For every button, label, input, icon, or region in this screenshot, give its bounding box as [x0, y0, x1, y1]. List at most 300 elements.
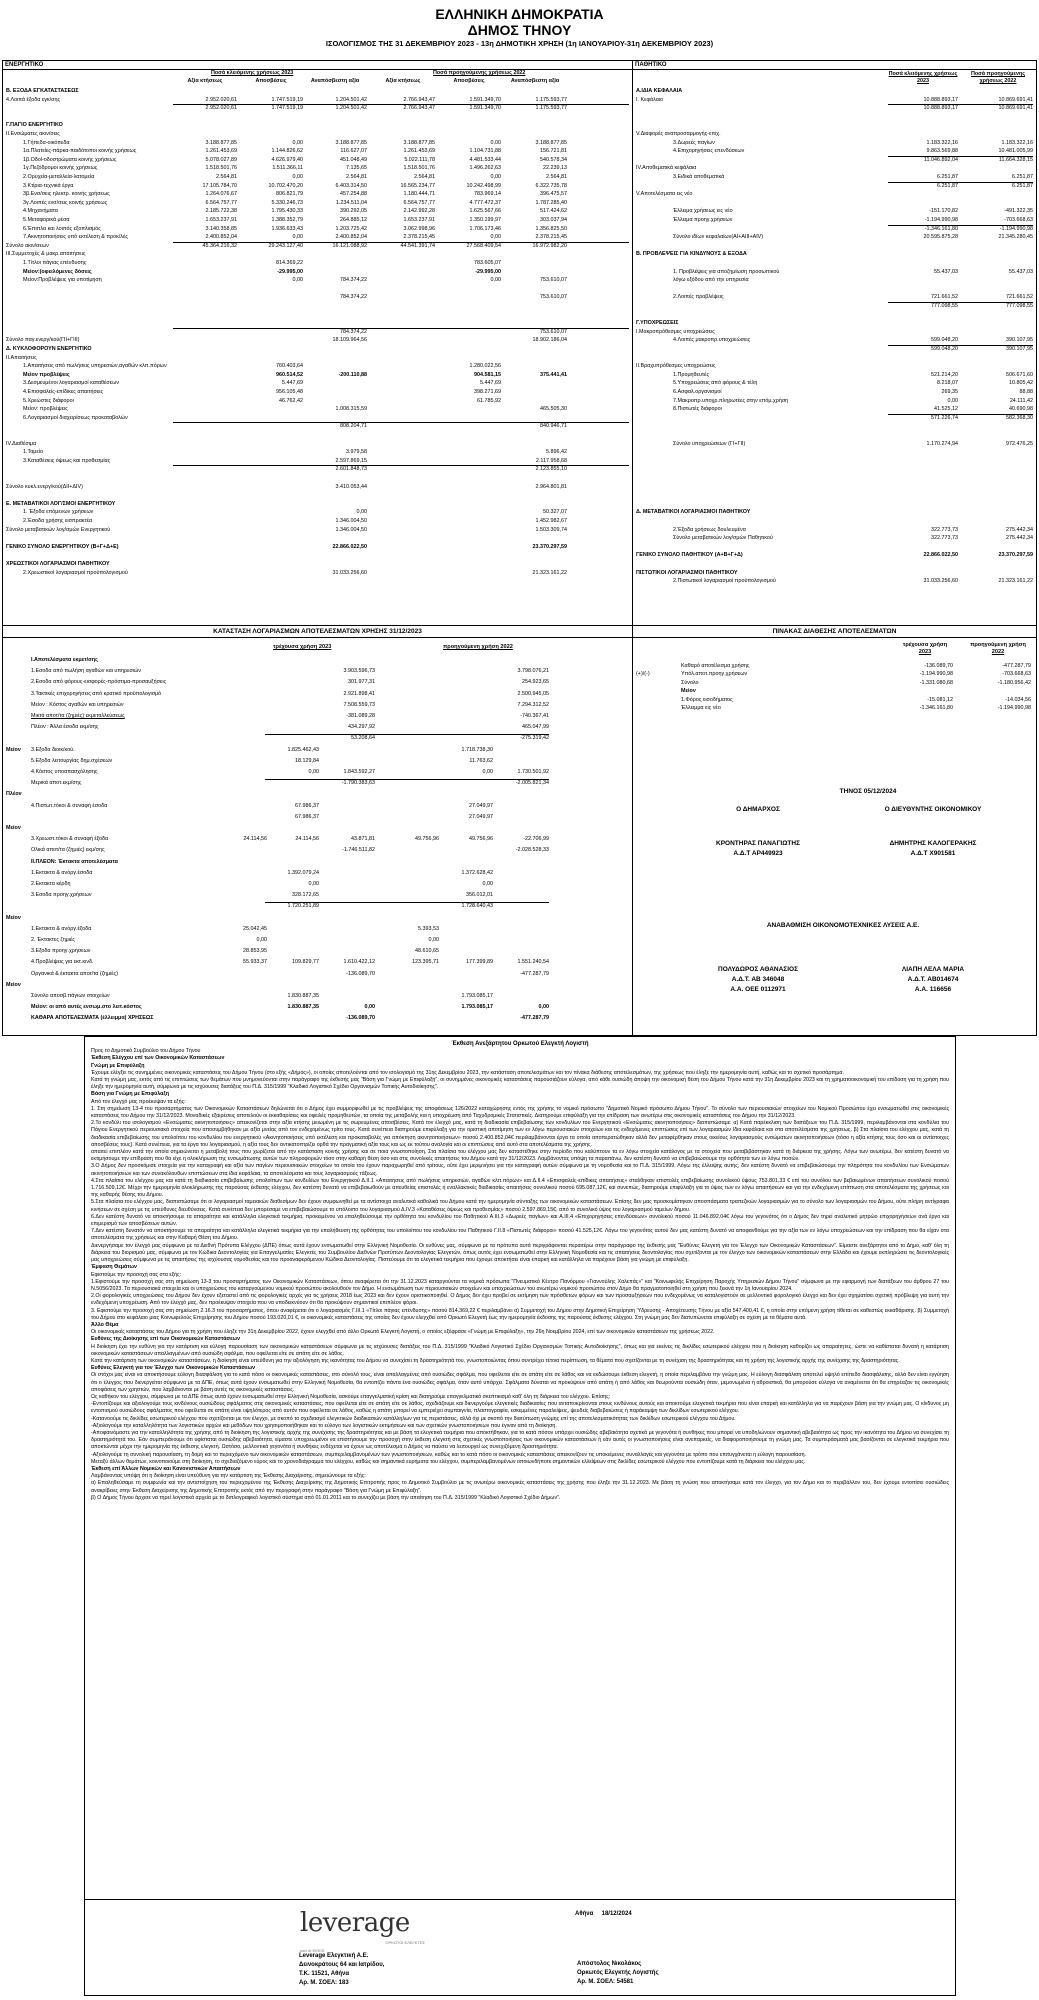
- asset-row-value: 1.350.199,97: [469, 217, 501, 223]
- income-row-label: 1.Εκτακτα & ανόργ.έσοδα: [31, 869, 93, 876]
- income-row: [3, 891, 633, 900]
- income-row: [3, 712, 633, 721]
- asset-row-value: 3.979,58: [346, 449, 367, 456]
- disposal-row: [633, 704, 1036, 713]
- liab-row-value: 41.525,12: [934, 406, 958, 413]
- asset-total-rule: [173, 422, 629, 423]
- asset-row-value: 1.511.366,11: [272, 165, 303, 172]
- disposal-row-label: Μείον: [681, 688, 696, 695]
- audit-paragraph: απαιτεί επιπλέον κατά την οποία σημειώνεται η μεταβολή τους που χωρίζεται από την κατάσταση κοινής χρήσης και σε ποια γνωστοποίηση. Στα πλαίσια του ελέγχου μας δεν καταστέθηκε στην περίοδο που καλύπτουν τα εν λόγω στοιχεία κατάλογος με τα στοιχεία που μεταβιβάστηκαν κατά τη διάρκεια της χρήσης. Λόγω των ανωτέρω, δεν κατέστη δυνατό να εκτιμήσουμε την επίδραση που θα είχε η ολοκλήρωση της ενσωμάτωσης αυτών των πληροφοριών τόσο στην καθαρή θέση όσο και στις συνολικές απαιτήσεις του Δήμου κατά την 31/12/2023. Λαμβάνοντας υπόψη τα παραπάνω, δεν κατέστη δυνατό να επιβεβαιώσουμε την ορθότητα των εν λόγω ποσών.: [91, 1149, 949, 1163]
- asset-row-label: 4.Μηχανήματα: [23, 208, 58, 215]
- place-date: ΤΗΝΟΣ 05/12/2024: [839, 788, 897, 795]
- income-row-label: 3.Εξοδα προηγ.χρήσεων: [31, 948, 91, 955]
- income-row-label: 1.Εκτακτα & ανόργ.έξοδα: [31, 925, 92, 932]
- audit-paragraph: 3.Ο Δήμος δεν προσκόμισε στοιχεία για την καταγραφή και αξία των παγίων περιουσιακών στοιχείων τα οποία του έχουν παραχωρηθεί από τρίτους, ούτε έχει μεριμνήσει για την καταγραφή αυτών σύμφωνα με τη νομοθεσία και το Π.Δ. 315/1999. Λόγω της έλλειψης αυτής, δεν κατέστη δυνατό να επιβεβαιώσουμε την πληρότητα του κονδυλίου των Ενσώματων ακινητοποιήσεων και των συνακόλουθων επιπτώσεων στα ίδια κεφάλαια, τα αποτελέσματα και τους λογαριασμούς τάξεως.: [91, 1163, 949, 1177]
- asset-row-value: 1.795.430,33: [271, 208, 303, 215]
- audit-paragraph: 2.Το κονδύλι του ισολογισμού «Ενσώματες ακινητοποιήσεις» απεικονίζεται στην αξία κτήσης μειωμένη με τις σωρευμένες αποσβέσεις. Κατά τον έλεγχό μας, κατά τη διαδικασία επιβεβαίωσης των κονδυλίων του Ενεργητικού «Ενσώματες ακινητοποιήσεις» διαπιστώσαμε: α) Κατά παρέκκλιση των διατάξεων του Π.Δ. 315/1999, περιλαμβάνονται στα κονδύλια του Πάγιου Ενεργητικού περιουσιακά στοιχεία που αποσυμβήθηκαν με αξία μνείας από τον ενδεχομένως τρίτο τους. Κατά συνέπεια διατηρούμε επιφύλαξη για την οριστική αποτίμηση των εν λόγω περιουσιακών στοιχείων και τις ενδεχόμενες επιπτώσεις επί των λογαριασμών Ιδια κεφάλαια και στα αποτελέσματα της χρήσεως. β) Στα πλαίσια του ελέγχου μας, κατά τη διαδικασία επιβεβαίωσης του υπολοίπου του κονδυλίου του ενεργητικού «Ακινητοποιήσεις υπό εκτέλεση και προκαταβολές για απόκτηση ακινητοποιήσεων» ποσού 2.400.852,04€ περιλαμβάνονται έργα τα οποία αποπερατώθηκαν αλλά δεν μεταφέρθηκαν στους οικείους λογαριασμούς ενσώματων ακινητοποιήσεων (τόσο η αξία κτήσης τους όσο και οι αντίστοιχες αποσβέσεις τους). Κατά συνέπεια, για τα έργα του λογαριασμού, η αξία τους δεν αντικατοπτρίζει ορθά την πραγματική αξία τους και ως εκ τούτου αναλογία και οι επιπτώσεις από αυτό στα αποτελέσματα της χρήσης.: [91, 1120, 949, 1148]
- asset-row-value: 904.581,15: [474, 371, 501, 378]
- liab-row-value: 582.368,30: [1006, 414, 1033, 421]
- liab-row-value: 88,88: [1019, 389, 1033, 395]
- audit-paragraph: Έκθεση Ελέγχου επί των Οικονομικών Καταστάσεων: [91, 1055, 225, 1062]
- liab-row-value: 6.251,87: [937, 174, 958, 180]
- income-row-value: 27.049,97: [469, 802, 493, 809]
- header-balance-title: ΙΣΟΛΟΓΙΣΜΟΣ ΤΗΣ 31 ΔΕΚΕΜΒΡΙΟΥ 2023 - 13η ΔΗΜΟΤΙΚΗ ΧΡΗΣΗ (1η ΙΑΝΟΥΑΡΙΟΥ-31η ΔΕΚΕΜΒΡΙΟΥ 2023): [325, 39, 714, 48]
- asset-row-value: 1.518.501,76: [205, 165, 237, 172]
- income-row: [3, 936, 633, 945]
- income-row-label: Σύνολο αποσβ.πάγιων στοιχείων: [31, 993, 110, 999]
- firm-address-line: Τ.Κ. 11521, Αθήνα: [299, 1971, 350, 1977]
- asset-row-value: 960.514,52: [276, 371, 303, 378]
- liab-row-value: -151.170,82: [929, 208, 958, 215]
- disposal-col-2023: [895, 642, 955, 656]
- asset-row-value: 50.327,07: [543, 509, 567, 516]
- asset-row-value: 2.378.215,45: [535, 234, 567, 241]
- income-row-label: 3.Εσοδα προηγ.χρήσεων: [31, 892, 92, 899]
- asset-row-value: 3.410.053,44: [335, 483, 367, 490]
- assets-col-group-2022: Ποσά προηγούμενης χρήσεως 2022: [433, 70, 526, 76]
- assets-col-header: Αναπόσβεστη αξία: [310, 78, 360, 84]
- asset-row-value: 1.388.352,79: [271, 217, 303, 223]
- liab-row-value: 10.888.893,17: [923, 96, 958, 103]
- audit-paragraph: Λαμβάνοντας υπόψη ότι η διοίκηση είναι υπεύθυνη για την κατάρτιση της Έκθεσης Διαχείρισης, σημειώνουμε τα εξής:: [91, 1473, 366, 1480]
- liab-row-label: Γ.ΥΠΟΧΡΕΩΣΕΙΣ: [636, 320, 679, 327]
- asset-row-value: 1.787.285,40: [535, 199, 567, 206]
- asset-row-value: 1.203.725,42: [335, 225, 367, 232]
- liab-row-value: 20.595.875,28: [923, 234, 958, 241]
- asset-row-value: 2.400.852,04: [205, 234, 237, 241]
- income-row-label: Ι.Αποτελέσματα εκμετ/σης: [31, 657, 98, 663]
- assets-col-header: Αποσβέσεις: [255, 78, 287, 84]
- liab-total-rule: [888, 345, 1033, 346]
- audit-paragraph: Μεταξύ άλλων θεμάτων, κοινοποιούμε στη διοίκηση, το σχεδιαζόμενο εύρος και το χρονοδιάγραμμα του ελέγχου, καθώς και σημαντικά ευρήματα του ελέγχου, συμπεριλαμβανομένων οποιωνδήποτε σημαντικών ελλείψεων στις δικλίδες εσωτερικού ελέγχου που εντοπίζουμε κατά τη διάρκεια του ελέγχου μας.: [91, 1458, 806, 1465]
- liab-row-label: Α.ΙΔΙΑ ΚΕΦΑΛΑΙΑ: [636, 88, 683, 94]
- income-row: [3, 734, 633, 743]
- income-row-value: 1.830.887,35: [287, 1004, 319, 1011]
- asset-row-value: 21.323.161,22: [532, 569, 567, 576]
- income-row: [3, 701, 633, 710]
- disposal-table: [633, 626, 1036, 1035]
- asset-row-value: 1.653.237,91: [403, 217, 435, 223]
- asset-row-label: 4.Λοιπά έξοδα εγκ/σης: [6, 96, 61, 103]
- assets-col-group-2023: Ποσά κλειόμενης χρήσεως 2023: [211, 70, 294, 76]
- asset-row-value: 2.597.869,15: [335, 457, 367, 464]
- asset-row-label: 1β.Οδοί-οδοστρώματα κοινής χρήσεως: [23, 156, 117, 163]
- income-row-label: 1.Εσοδα από πωλήση αγαθών και υπηρεσιών: [31, 668, 141, 675]
- city-date: [575, 1910, 632, 1919]
- audit-paragraph: Έμφαση Θεμάτων: [91, 1264, 137, 1271]
- asset-row-value: 5.330.246,73: [271, 199, 303, 206]
- assets-col-header: Αξία κτήσεως: [187, 78, 223, 84]
- liab-row-value: 55.437,03: [1009, 268, 1033, 275]
- income-row: [3, 678, 633, 687]
- liab-row-label: Β. ΠΡΟΒΛΕΨΕΙΣ ΓΙΑ ΚΙΝΔΥΝΟΥΣ & ΕΞΟΔΑ: [636, 251, 747, 258]
- liab-row-label: 3.Δωρεές παγίων: [673, 139, 715, 146]
- asset-row-value: 1.496.262,63: [469, 165, 501, 172]
- auditor-line: Ορκωτός Ελεγκτής Λογιστής: [577, 1970, 659, 1976]
- asset-row-value: 16.565.234,77: [400, 182, 435, 189]
- logo-parent: part of EKKIS: [300, 1948, 325, 1953]
- accountant-2-name: ΛΙΑΠΗ ΛΕΛΑ ΜΑΡΙΑ: [901, 966, 965, 973]
- audit-paragraph: -Αποφαινόμαστε για την καταλληλότητα της χρήσης από τη διοίκηση της λογιστικής αρχής της συνέχισης της δραστηριότητας και με βάση τα ελεγκτικά τεκμήρια που αποκτήθηκαν, για το κατά πόσον υπάρχει ουσιώδης αβεβαιότητα σχετικά με γεγονότα ή συνθήκες που μπορεί να υποδηλώνουν σημαντική αβεβαιότητα ως προς την ικανότητα του Δήμου να συνεχίσει τη δραστηριότητά του. Εάν συμπεράνουμε ότι υφίσταται ουσιώδης αβεβαιότητα, είμαστε υποχρεωμένοι να επιστήσουμε την προσοχή στην έκθεση ελεγκτή στις σχετικές γνωστοποιήσεις των οικονομικών καταστάσεων ή εάν αυτές οι γνωστοποιήσεις είναι ανεπαρκείς, να διαφοροποιήσουμε τη γνώμη μας. Τα συμπεράσματά μας βασίζονται σε ελεγκτικά τεκμήρια που αποκτώνται μέχρι την ημερομηνία της έκθεσης ελεγκτή. Ωστόσο, μελλοντικά γεγονότα ή συνθήκες ενδέχεται να έχουν ως αποτέλεσμα ο Δήμος να παύσει να λειτουργεί ως συνεχιζόμενη δραστηριότητα.: [91, 1429, 949, 1451]
- liab-row-value: 10.888.893,17: [923, 105, 958, 112]
- liab-row-value: 11.046.892,04: [923, 156, 958, 163]
- liab-row-label: Δ. ΜΕΤΑΒΑΤΙΚΟΙ ΛΟΓΑΡΙΑΣΜΟΙ ΠΑΘΗΤΙΚΟΥ: [636, 509, 751, 516]
- disposal-row-label: 1.Φόρος εισοδήματος: [681, 696, 733, 703]
- liab-row-value: 31.033.256,60: [923, 578, 958, 585]
- firm-address-line: Δεινοκράτους 64 και Ιατρίδου,: [299, 1962, 385, 1968]
- leverage-logo: leverage: [300, 1908, 410, 1938]
- asset-row-label: 7.Ακινητοποιήσεις υπό εκτέλεση & προκ/λές: [23, 234, 128, 241]
- asset-row-value: 540.578,34: [540, 156, 567, 163]
- liab-total-rule: [888, 414, 1033, 415]
- asset-row-value: 783.969,14: [474, 191, 501, 198]
- disposal-col-2022-b: 2022: [991, 649, 1005, 655]
- income-row-prefix: Μείον: [6, 825, 21, 831]
- asset-row-value: 2.564,81: [346, 174, 367, 180]
- income-row-value: 49.756,96: [469, 836, 493, 843]
- mayor-id: Α.Δ.Τ ΑΡ449923: [733, 850, 783, 857]
- asset-row-value: 1.346.004,50: [335, 526, 367, 533]
- disposal-row-value: -703.668,63: [1002, 671, 1031, 678]
- audit-paragraph: 5.Στα πλαίσια του ελέγχου μας, διαπιστώσαμε ότι οι λογαριασμοί ταμειακών διαθεσίμων δεν έχουν συμφωνηθεί με τα αντίστοιχα αναλυτικά καθολικά του Δήμου κατά την ημερομηνία σύνταξης των οικονομικών καταστάσεων. Επίσης δεν μας προσκομίστηκαν αποσπάσματα τραπεζικών λογαριασμών για το σύνολο των λογαριασμών του Δήμου, ούτε πλήρη αντίγραφα κινήσεων σε σχέση με τις υπεύθυνες διευθύνσεις. Κατά συνέπεια δεν μπορέσαμε να επιβεβαιώσουμε το υπόλοιπο του λογαριασμού Δ.IV.3 «Καταθέσεις όψεως και προθεσμίας» ποσού 2.597.869,15€, από το συνολικό ύψος του λογαριασμού ταμείων δήμου.: [91, 1199, 949, 1213]
- income-row-value: 2.921.898,41: [343, 690, 375, 697]
- liab-total-rule: [888, 302, 1033, 303]
- income-row: [3, 779, 633, 788]
- liab-row-value: 10.869.691,41: [998, 96, 1033, 103]
- liab-row-value: 21.323.161,22: [998, 578, 1033, 585]
- income-row-value: 1.830.887,35: [287, 993, 319, 999]
- asset-row-value: 1.264.076,67: [205, 191, 237, 198]
- income-row-value: 1.730.501,92: [517, 769, 549, 775]
- asset-row-value: 1.175.593,77: [535, 96, 567, 103]
- results-section: [2, 626, 1037, 1036]
- liabilities-heading: ΠΑΘΗΤΙΚΟ: [633, 61, 1036, 70]
- income-row-value: -136.089,70: [346, 970, 375, 977]
- asset-row-value: 44.541.391,74: [400, 242, 435, 249]
- asset-row-value: 814.369,22: [276, 260, 303, 266]
- asset-row-value: 784.374,22: [340, 294, 367, 301]
- liab-row-label: 2.Πιστωτικοί λογαριασμοί προϋπολογισμού: [673, 578, 776, 585]
- asset-row-value: 23.370.297,59: [532, 543, 567, 550]
- income-row-value: 1.728.640,43: [461, 903, 493, 910]
- liab-row-value: 40.690,98: [1009, 406, 1033, 413]
- income-row-label: Μείον : Κόστος αγαθών και υπηρεσιών: [31, 701, 124, 708]
- liab-row-label: IV.Αποθεματικά κεφάλαια: [636, 165, 697, 172]
- header-municipality: ΔΗΜΟΣ ΤΗΝΟΥ: [467, 22, 572, 38]
- assets-col-header: Αναπόσβεστη αξία: [510, 78, 560, 84]
- liab-row-value: 1.183.322,16: [1001, 139, 1033, 146]
- liab-row-value: 8.218,07: [937, 380, 958, 387]
- asset-row-label: 1.Γήπεδα-οικόπεδα: [23, 139, 70, 146]
- liab-row-value: 269,35: [941, 389, 958, 395]
- asset-row-value: 2.185.722,38: [205, 208, 237, 215]
- asset-row-value: 375.441,41: [540, 371, 567, 378]
- audit-paragraph: Ευθύνες της Διοίκησης επί των Οικονομικών Καταστάσεων: [91, 1336, 241, 1343]
- asset-row-value: 1.591.349,70: [469, 96, 501, 103]
- asset-row-label: 1. Έξοδα επόμενων χρήσεων: [23, 509, 94, 516]
- audit-paragraph: Άλλο Θέμα: [91, 1321, 119, 1328]
- asset-total-rule: [173, 328, 629, 329]
- disposal-row-value: -1.331.080,68: [919, 679, 953, 686]
- income-row-value: 356.012,01: [466, 892, 493, 899]
- income-row: [3, 958, 633, 967]
- income-row-value: 0,00: [482, 881, 493, 887]
- income-row-value: 1.825.462,43: [287, 746, 319, 753]
- asset-row-value: 784.374,22: [340, 277, 367, 284]
- disposal-row-value: -1.194.990,98: [997, 705, 1031, 711]
- mayor-name: ΚΡΟΝΤΗΡΑΣ ΠΑΝΑΓΙΩΤΗΣ: [716, 840, 800, 847]
- asset-row-value: 0,00: [490, 174, 501, 180]
- liab-row-value: 972.476,25: [1006, 440, 1033, 447]
- liab-row-label: 7.Μακροπρ.υποχρ.πληρωτέες στην επόμ.χρήση: [673, 397, 789, 404]
- income-row: [3, 656, 633, 665]
- asset-row-value: 1.653.237,91: [205, 217, 237, 223]
- asset-row-label: 1.Ταμείο: [23, 449, 44, 456]
- disposal-title: ΠΙΝΑΚΑΣ ΔΙΑΘΕΣΗΣ ΑΠΟΤΕΛΕΣΜΑΤΩΝ: [633, 626, 1036, 638]
- asset-row-value: 1.180.444,71: [403, 191, 435, 198]
- liab-row-label: Ι.Μακροπρόθεσμες υποχρεώσεις: [636, 328, 715, 335]
- asset-row-value: 1.104.731,88: [469, 148, 501, 155]
- asset-row-value: 2.964.801,81: [535, 483, 567, 490]
- income-row: [3, 947, 633, 956]
- liab-col-header: Ποσά προηγούμενης χρήσεως 2022: [970, 71, 1026, 84]
- asset-row-label: Μείον:Προβλέψεις για υποτίμηση: [23, 277, 102, 284]
- asset-row-value: 2.564,81: [546, 174, 567, 180]
- liab-row-label: V.Αποτελέσματα εις νέο: [636, 191, 693, 198]
- asset-row-value: 16.121.088,92: [332, 242, 367, 249]
- asset-row-label: Μείον:(οφειλόμενες δόσεις: [23, 268, 92, 275]
- income-row-label: 3.Χρεωστ.τόκοι & συναφή έξοδα: [31, 836, 109, 843]
- asset-row-label: 6.Λογαριασμοί διαχειρίσεως προκαταβολών: [23, 414, 128, 421]
- audit-paragraph: Έκθεση επί Άλλων Νομικών και Κανονιστικών Απαιτήσεων: [91, 1465, 241, 1472]
- asset-row-label: 3.Δεσμευμένοι λογαριασμοί καταθέσεων: [23, 380, 120, 387]
- audit-paragraph: 1.Εφιστούμε την προσοχή σας στη σημείωση 13-3 του προσαρτήματος των Οικονομικών Καταστάσεων, όπου αναφέρεται ότι την 31.12.2023 καταργούνται τα νομικά πρόσωπα "Πνευματικό Κέντρο Πανόρμου «Γιαννούλης Χαλεπάς»" και "Κοινωφελής Επιχείρηση Παροχής Υπηρεσιών Δήμου Τήνου" σύμφωνα με την εφαρμογή των διατάξεων του άρθρου 27 του Ν.5056/2023. Τα περιουσιακά στοιχεία και οι υποχρεώσεις του καταργούμενου νομικού προσώπου ακολουθούν τον Δήμο. Η ενσωμάτωση των περιουσιακών στοιχείων και υποχρεώσεων του ανωτέρω νομικού προσώπου στον Δήμο θα πραγματοποιηθεί στη χρήση που ξεκινά την 1η Ιανουαρίου 2024.: [91, 1278, 949, 1292]
- asset-row-value: 3.188.877,85: [205, 139, 237, 146]
- income-row-label: Μείον: οι από αυτές ενσωμ.στο λειτ.κόστος: [31, 1004, 142, 1011]
- firm-address-line: Leverage Ελεγκτική Α.Ε.: [299, 1953, 369, 1959]
- accounting-firm: ΑΝΑΒΑΘΜΙΣΗ ΟΙΚΟΝΟΜΟΤΕΧΝΙΚΕΣ ΛΥΣΕΙΣ Α.Ε.: [766, 922, 920, 929]
- liab-row-value: 10.805,42: [1009, 380, 1033, 387]
- asset-row-value: 4.481.533,44: [469, 156, 501, 163]
- income-row-value: 0,00: [256, 937, 267, 943]
- income-row-label: 4.Προβλέψεις για εκτ.κινδ.: [31, 959, 94, 966]
- liab-row-value: 275.442,34: [1006, 535, 1033, 542]
- income-row-value: 465.047,99: [522, 724, 549, 731]
- asset-total-rule: [173, 465, 629, 466]
- asset-row-value: 18.109.964,56: [332, 337, 367, 344]
- income-row-value: 53.208,64: [351, 735, 375, 742]
- audit-paragraph: Εφιστούμε την προσοχή σας στα εξής:: [91, 1271, 182, 1278]
- accountant-1-license: Α.Α. ΟΕΕ 0112971: [730, 986, 786, 993]
- disposal-row-label: Έλλειμμα εις νέο: [681, 705, 721, 711]
- income-row-value: 67.986,37: [295, 802, 319, 809]
- asset-row-label: 5.Μεταφορικά μέσα: [23, 217, 70, 223]
- liab-row-value: 721.661,52: [931, 294, 958, 301]
- asset-row-value: -29.995,00: [475, 268, 501, 275]
- asset-total-rule: [173, 104, 629, 105]
- asset-row-value: 1.346.004,50: [335, 518, 367, 524]
- accountant-2-license: Α.Α. 116656: [914, 986, 952, 993]
- asset-row-value: 2.564,81: [216, 174, 237, 180]
- asset-row-value: 1.280.022,56: [469, 363, 501, 370]
- income-row-label: ΙΙ.ΠΛΕΟΝ: Έκτακτα αποτελέσματα: [31, 858, 118, 865]
- asset-row-value: 3.140.358,85: [205, 225, 237, 232]
- liab-row-value: -703.668,63: [1004, 217, 1033, 223]
- asset-row-value: 1.234.511,04: [335, 199, 367, 206]
- asset-row-label: ΧΡΕΩΣΤΙΚΟΙ ΛΟΓΑΡΙΑΣΜΟΙ ΠΑΘΗΤΙΚΟΥ: [6, 561, 110, 567]
- asset-row-value: 784.374,22: [340, 328, 367, 335]
- income-row-value: 67.986,37: [295, 813, 319, 820]
- income-row-value: 2.500.945,05: [517, 690, 549, 697]
- liab-row-label: Έλλειμα προηγ.χρήσεων: [673, 217, 733, 223]
- asset-row-value: 753.610,07: [540, 294, 567, 301]
- asset-row-value: 1.503.309,74: [535, 526, 567, 533]
- asset-row-value: 1.261.453,69: [403, 148, 435, 155]
- income-total-rule: [265, 779, 549, 780]
- liab-row-label: Σύνολο υποχρεώσεων (ΓΙ+ΓΙΙ): [673, 440, 746, 447]
- income-row: [3, 902, 633, 911]
- disposal-row-value: -14.034,56: [1005, 696, 1031, 703]
- income-row-value: 7.508.559,73: [343, 701, 375, 708]
- asset-row-value: -29.995,00: [277, 268, 303, 275]
- audit-paragraph: Διενεργήσαμε τον έλεγχό μας σύμφωνα με τα Διεθνή Πρότυπα Ελέγχου (ΔΠΕ) όπως αυτά έχουν ενσωματωθεί στην Ελληνική Νομοθεσία. Οι ευθύνες μας, σύμφωνα με τα πρότυπα αυτά περιγράφονται περαιτέρω στην παράγραφο της έκθεσής μας "Ευθύνες Ελεγκτή για τον Έλεγχο των Οικονομικών Καταστάσεων". Είμαστε ανεξάρτητοι από το Δήμο, καθ' όλη τη διάρκεια του διορισμού μας, σύμφωνα με τον Κώδικα Δεοντολογίας για Επαγγελματίες Ελεγκτές του Συμβουλίου Διεθνών Προτύπων Δεοντολογίας Ελεγκτών, όπως αυτός έχει ενσωματωθεί στην Ελληνική Νομοθεσία και τις απαιτήσεις δεοντολογίας που σχετίζονται με τον έλεγχο των οικονομικών καταστάσεων στην Ελλάδα και έχουμε εκπληρώσει τις δεοντολογικές μας υποχρεώσεις σύμφωνα με τις απαιτήσεις της ισχύουσας νομοθεσίας και του προαναφερόμενου Κώδικα Δεοντολογίας. Πιστεύουμε ότι τα ελεγκτικά τεκμήρια που έχουμε αποκτήσει είναι επαρκή και κατάλληλα να παρέχουν βάση για γνώμη με επιφύλαξη.: [91, 1242, 949, 1264]
- income-col-2023: τρέχουσα χρήση 2023: [273, 644, 332, 650]
- asset-row-value: 808.204,71: [340, 423, 367, 430]
- income-row-value: 24.114,56: [243, 836, 267, 843]
- income-row-value: -477.287,79: [520, 970, 549, 977]
- mayor-title: Ο ΔΗΜΑΡΧΟΣ: [736, 806, 780, 813]
- income-row: [3, 723, 633, 732]
- audit-paragraph: Η διοίκηση έχει την ευθύνη για την κατάρτιση και εύλογη παρουσίαση των οικονομικών καταστάσεων σύμφωνα με τις ισχύουσες διατάξεις του Π.Δ. 315/1999 "Κλαδικό Λογιστικό Σχέδιο Οργανισμών Τοπικής Αυτοδιοίκησης", όπως και για εκείνες τις δικλίδες εσωτερικού ελέγχου που η διοίκηση καθορίζει ως απαραίτητες, ώστε να καθίσταται δυνατή η κατάρτιση οικονομικών καταστάσεων απαλλαγμένων από ουσιώδη σφάλμα, που οφείλεται είτε σε απάτη είτε σε λάθος.: [91, 1343, 949, 1357]
- liab-row-label: λόγω εξόδου από την υπηρεσία: [673, 277, 749, 284]
- income-row-value: 11.763,62: [469, 757, 493, 764]
- asset-row-value: 2.564,81: [414, 174, 435, 180]
- income-row: [3, 746, 633, 755]
- asset-row-value: 1.706.173,46: [469, 225, 501, 232]
- liab-row-value: 1.183.322,16: [926, 139, 958, 146]
- asset-row-value: 31.033.256,60: [332, 569, 367, 576]
- income-row-value: 43.871,81: [351, 836, 375, 843]
- asset-row-value: 5.447,69: [282, 380, 303, 387]
- header-republic: ΕΛΛΗΝΙΚΗ ΔΗΜΟΚΡΑΤΙΑ: [435, 6, 604, 22]
- income-row-label: ΚΑΘΑΡΑ ΑΠΟΤΕΛΕΣΜΑΤΑ (έλλειμμα) ΧΡΗΣΕΩΣ: [31, 1015, 154, 1022]
- assets-col-header: Αξία κτήσεως: [385, 78, 421, 84]
- liab-row-value: 6.251,87: [1012, 182, 1033, 189]
- income-row: [3, 992, 633, 1001]
- liab-row: [633, 577, 1036, 586]
- disposal-row-label: Καθαρό αποτέλεσμα χρήσης: [681, 663, 750, 669]
- income-row: [3, 914, 633, 923]
- liab-row-value: 390.107,95: [1006, 337, 1033, 344]
- disposal-row-value: -15.081,12: [927, 696, 953, 703]
- income-row: [3, 869, 633, 878]
- asset-row-value: 5.022.111,78: [404, 156, 435, 163]
- disposal-row-label: Υπόλ.αποτ.προηγ.χρήσεων: [681, 671, 748, 678]
- income-row-value: 7.294.312,52: [517, 701, 549, 708]
- asset-row-value: 1.261.453,69: [205, 148, 237, 155]
- asset-row-value: 3.188.877,85: [403, 139, 435, 146]
- income-row-value: 1.793.085,17: [461, 1004, 493, 1011]
- liab-row-value: 322.773,73: [931, 526, 958, 533]
- asset-row-value: -200.110,88: [338, 371, 367, 378]
- asset-row-value: 1.144.826,62: [271, 148, 303, 155]
- liab-row-label: Σύνολο μεταβατικών λογ/σμών Παθητικού: [673, 535, 773, 542]
- income-row-label: 4.Κόστος υποαπασχόλησης: [31, 769, 98, 775]
- asset-row-value: 1.936.633,43: [271, 225, 303, 232]
- income-row-value: 28.853,95: [243, 948, 267, 955]
- accountant-1-name: ΠΟΛΥΔΩΡΟΣ ΑΘΑΝΑΣΙΟΣ: [718, 966, 798, 973]
- liab-row-label: ΓΕΝΙΚΟ ΣΥΝΟΛΟ ΠΑΘΗΤΙΚΟΥ (Α+Β+Γ+Δ): [636, 552, 743, 559]
- assets-col-header: Αποσβέσεις: [453, 78, 485, 84]
- asset-row-value: 27.568.409,54: [466, 242, 501, 249]
- assets-section: [3, 61, 633, 625]
- audit-paragraph: -Αξιολογούμε τη συνολική παρουσίαση, τη δομή και το περιεχόμενο των οικονομικών καταστάσεων, συμπεριλαμβανομένων των γνωστοποιήσεων, καθώς και το κατά πόσο οι οικονομικές καταστάσεις απεικονίζουν τις υποκείμενες συναλλαγές και γεγονότα με τρόπο που επιτυγχάνεται η εύλογη παρουσίαση.: [91, 1451, 807, 1458]
- disposal-row-value: -136.089,70: [924, 663, 953, 669]
- disposal-row-value: -1.180.956,42: [997, 679, 1031, 686]
- asset-row-value: 840.946,71: [540, 423, 567, 430]
- liab-row-value: 1.170.274,94: [926, 440, 958, 447]
- balance-sheet: [2, 60, 1037, 626]
- audit-paragraph: Οι στόχοι μας είναι να αποκτήσουμε εύλογη διασφάλιση για το κατά πόσο οι οικονομικές καταστάσεις, στο σύνολό τους, είναι απαλλαγμένες από ουσιώδες σφάλμα, που οφείλεται είτε σε απάτη είτε σε λάθος και να εκδώσουμε έκθεση ελεγκτή, η οποία περιλαμβάνει την γνώμη μας. Η εύλογη διασφάλιση αποτελεί υψηλό επίπεδο διασφάλισης, αλλά δεν είναι εγγύηση ότι ο έλεγχος που διενεργείται σύμφωνα με τα ΔΠΕ, όπως αυτά έχουν ενσωματωθεί στην Ελληνική Νομοθεσία, θα εντοπίζει πάντα ένα ουσιώδες σφάλμα, όταν αυτό υπάρχει. Σφάλματα δύναται να προκύψουν από απάτη ή από λάθος και θεωρούνται ουσιώδη όταν, μεμονωμένα ή αθροιστικά, θα μπορούσε εύλογα να αναμένεται ότι θα επηρέαζαν τις οικονομικές αποφάσεις των χρηστών, που λαμβάνονται με βάση αυτές τις οικονομικές καταστάσεις.: [91, 1372, 949, 1393]
- asset-row-value: 4.777.472,37: [469, 199, 501, 206]
- income-row-prefix: Μείον: [6, 914, 21, 921]
- liab-row-value: 0,00: [947, 397, 958, 404]
- audit-paragraph: 2.Οι φορολογικές υποχρεώσεις του Δήμου δεν έχουν εξεταστεί από τις φορολογικές αρχές για τις χρήσεις 2018 έως 2023 και δεν έχουν οριστικοποιηθεί. Ο Δήμος δεν έχει προβεί σε εκτίμηση των πρόσθετων φόρων και των προσαυξήσεων που ενδεχομένως να καταλογιστούν σε μελλοντικό φορολογικό έλεγχο και δεν έχει σχηματίσει σχετική πρόβλεψη για αυτή την ενδεχόμενη υποχρέωση. Από τον έλεγχό μας, δεν προέκυψαν στοιχεία που να υποδεικνύουν ότι θα προκύψουν σημαντικοί επιπλέον φόροι.: [91, 1293, 949, 1307]
- audit-paragraph: Γνώμη με Επιφύλαξη: [91, 1062, 145, 1069]
- asset-row-value: 1.747.519,19: [271, 105, 303, 112]
- audit-firm-address: [299, 1952, 384, 1988]
- liab-row-label: 1.Προμηθευτές: [673, 371, 710, 378]
- audit-paragraph: Από τον έλεγχό μας προέκυψαν τα εξής:: [91, 1098, 186, 1105]
- asset-row-value: 0,00: [292, 277, 303, 284]
- asset-row-value: 264.885,12: [340, 217, 367, 223]
- income-row-value: 18.129,84: [295, 757, 319, 764]
- audit-paragraph: 6.Δεν κατέστη δυνατό να αποκτήσουμε τα απαραίτητα και κατάλληλα ελεγκτικά τεκμήρια, προκειμένου να επαληθεύσουμε την ορθότητα του κονδυλίου του Παθητικού Α.ΙΙΙ.3 «Δωρεές παγίων» και Α.ΙΙΙ.4 «Επιχορηγήσεις επενδύσεων» συνολικού ποσού 11.046.892,04€ λόγω του γεγονότος ότι ο Δήμος δεν τηρεί αναλυτικό μητρώο επιχορηγήσεων ανά έργο και επιμερισμό των αποσβέσεων αυτών.: [91, 1213, 949, 1228]
- income-row-value: 25.042,45: [243, 925, 267, 932]
- income-row: [3, 1014, 633, 1023]
- liab-row-value: 6.251,87: [937, 182, 958, 189]
- income-row: [3, 757, 633, 766]
- liab-row-value: 6.251,87: [1012, 174, 1033, 180]
- asset-row-value: 45.364.216,32: [202, 242, 237, 249]
- asset-row-value: 3.188.877,85: [335, 139, 367, 146]
- asset-row: [3, 569, 633, 578]
- income-row-value: -136.089,70: [346, 1015, 375, 1022]
- liab-row-label: 3.Ειδικά αποθεματικά: [673, 174, 725, 180]
- income-row-label: Μερικά αποτ.εκμ/σης: [31, 780, 82, 787]
- income-row-value: 1.551.240,54: [517, 959, 549, 966]
- audit-paragraph: 1. Στη σημείωση 13-4 του προσαρτήματος των Οικονομικών Καταστάσεων δηλώνεται ότι ο Δήμος έχει συμμορφωθεί με τις προβλέψεις της αποφάσεως 126/2022 καταχώρησης εντός της χρήσης το νομικό πρόσωπο "Δημοτικό Νομικό πρόσωπο Δήμου Τήνου". Το σύνολο των περιουσιακών στοιχείων του Νομικού Προσώπου έχει ενσωματωθεί στις οικονομικές καταστάσεις του Δήμου την 31/12/2023. Μοναδικές εξαιρέσεις αποτελούν οι εκκαθαρίσεις και οφειλές προμηθευτών, τα οποία της μεταβολής και η υποχρέωση από Ταχυδρομικές Στατιστικές. Διατηρούμε επιφύλαξη για την επίδραση των ανωτέρω στις οικονομικές καταστάσεις του Δήμου την 31/12/2023.: [91, 1105, 949, 1120]
- asset-row-label: Σύνολο κυκλ.ενεργ/κού(ΔΙΙ+ΔΙV): [6, 483, 83, 490]
- asset-row-label: 5.Χρεώστες διάφοροι: [23, 397, 74, 404]
- income-row: [3, 790, 633, 799]
- liab-row-value: 24.111,42: [1009, 397, 1033, 404]
- asset-total-rule: [173, 242, 629, 243]
- income-row-value: -477.287,79: [520, 1015, 549, 1022]
- asset-row-value: 2.123.855,10: [535, 466, 567, 473]
- audit-paragraph: Κατά τη γνώμη μας, εκτός από τις επιπτώσεις των θεμάτων που μνημονεύονται στην παράγραφο της έκθεσής μας "Βάση για Γνώμη με Επιφύλαξη", οι συνημμένες οικονομικές καταστάσεις παρουσιάζουν εύλογα, από κάθε ουσιώδη άποψη την οικονομική θέση του Δήμου Τήνου κατά την 31η Δεκεμβρίου 2023 και τη χρηματοοικονομική του επίδοση για τη χρήση που έληξε την ημερομηνία αυτή, σύμφωνα με τις ισχύουσες διατάξεις του Π.Δ. 315/1999 "Κλαδικό Λογιστικό Σχέδιο Οργανισμών Τοπικής Αυτοδιοίκησης".: [91, 1077, 949, 1091]
- income-row-label: 2.Εκτακτα κέρδη: [31, 881, 71, 887]
- liab-row-value: -1.346.161,80: [924, 225, 958, 232]
- asset-row-value: 6.322.735,78: [535, 182, 567, 189]
- disposal-col-2022-a: προηγούμενη χρήση: [970, 642, 1026, 648]
- liab-row-value: 322.773,73: [931, 535, 958, 542]
- asset-row-value: 451.048,49: [340, 156, 367, 163]
- income-row-value: -2.005.821,34: [515, 780, 549, 787]
- disposal-row-value: -477.287,79: [1002, 663, 1031, 669]
- asset-row-value: 457.254,88: [340, 191, 367, 198]
- income-row-value: 1.718.738,30: [461, 746, 493, 753]
